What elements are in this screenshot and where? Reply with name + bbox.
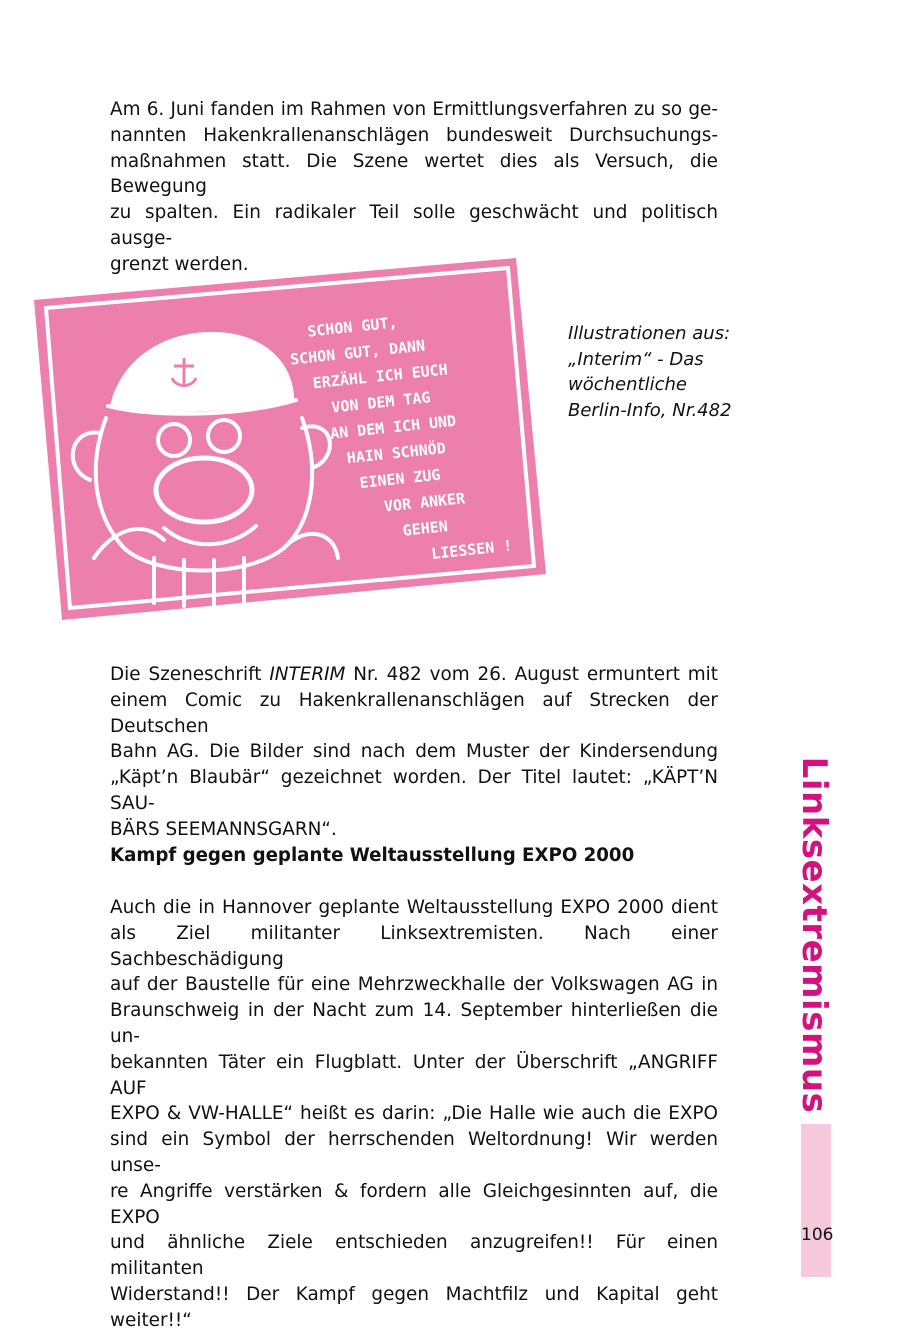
text-line: bekannten Täter ein Flugblatt. Unter der Überschrift „ANGRIFF AUF xyxy=(110,1051,718,1099)
text-line: maßnahmen statt. Die Szene wertet dies als Versuch, die Bewegung xyxy=(110,150,718,198)
text-line: Braunschweig in der Nacht zum 14. September hinterließen die un- xyxy=(110,1000,718,1047)
bubble-line: SCHON GUT, xyxy=(306,313,399,341)
bubble-line: LIESSEN ! xyxy=(430,536,514,563)
bear-nose xyxy=(156,458,252,522)
text-line: „Käpt’n Blaubär“ gezeichnet worden. Der Titel lautet: „KÄPT’N SAU- xyxy=(110,767,718,814)
text-fragment: Nr. 482 vom 26. August ermuntert mit xyxy=(345,664,718,685)
text-fragment: Die Szeneschrift xyxy=(110,664,270,685)
section-heading: Kampf gegen geplante Weltausstellung EXPO 2000 xyxy=(110,845,635,866)
text-line xyxy=(110,662,718,688)
chapter-title: Linksextremismus xyxy=(794,756,834,1114)
text-line: re Angriffe verstärken & fordern alle Gleichgesinnten auf, die EXPO xyxy=(110,1180,718,1228)
text-line: und ähnliche Ziele entschieden anzugreifen!! Für einen militanten xyxy=(110,1232,718,1280)
text-line: Am 6. Juni fanden im Rahmen von Ermittlungsverfahren zu so ge- xyxy=(110,99,718,120)
text-line: BÄRS SEEMANNSGARN“. xyxy=(110,818,337,840)
comic-illustration xyxy=(34,258,546,620)
publication-name: INTERIM xyxy=(269,664,346,685)
text-line: Auch die in Hannover geplante Weltausstellung EXPO 2000 dient xyxy=(110,897,718,918)
text-line: sind ein Symbol der herrschenden Weltordnung! Wir werden unse- xyxy=(110,1129,718,1176)
text-line: grenzt werden. xyxy=(110,253,249,275)
text-line: Bahn AG. Die Bilder sind nach dem Muster der Kindersendung xyxy=(110,741,718,763)
bubble-line: ERZÄHL ICH EUCH xyxy=(311,360,449,393)
text-line: einem Comic zu Hakenkrallenanschlägen auf Strecken der Deutschen xyxy=(110,689,718,737)
text-line: als Ziel militanter Linksextremisten. Nach einer Sachbeschädigung xyxy=(110,922,718,970)
caption-line: wöchentliche xyxy=(568,374,687,395)
chapter-side-bar xyxy=(801,1124,834,1277)
bubble-line: VON DEM TAG xyxy=(330,388,432,417)
chapter-side-label xyxy=(792,756,836,1114)
caption-line: Berlin-Info, Nr.482 xyxy=(568,399,732,421)
caption-line: Illustrationen aus: xyxy=(568,323,731,344)
bubble-line: AN DEM ICH UND xyxy=(329,411,457,443)
bubble-line: VOR ANKER xyxy=(383,489,466,516)
bubble-line: SCHON GUT, DANN xyxy=(289,336,426,369)
paragraph-raids xyxy=(110,97,718,278)
illustration-caption xyxy=(568,321,748,423)
text-line: auf der Baustelle für eine Mehrzweckhalle der Volkswagen AG in xyxy=(110,974,718,996)
bubble-line: EINEN ZUG xyxy=(358,465,442,493)
paragraph-expo xyxy=(110,895,718,1334)
bubble-line: HAIN SCHNÖD xyxy=(345,438,447,468)
text-line: EXPO & VW-HALLE“ heißt es darin: „Die Halle wie auch die EXPO xyxy=(110,1103,718,1125)
comic-background xyxy=(34,258,546,620)
bubble-line: GEHEN xyxy=(401,517,449,540)
paragraph-interim xyxy=(110,662,718,843)
page-number: 106 xyxy=(801,1225,834,1245)
text-line: nannten Hakenkrallenanschlägen bundesweit Durchsuchungs- xyxy=(110,124,718,146)
caption-line: „Interim“ - Das xyxy=(568,348,704,370)
text-line: Widerstand!! Der Kampf gegen Machtfilz und Kapital geht weiter!!“ xyxy=(110,1283,718,1331)
text-line: zu spalten. Ein radikaler Teil solle geschwächt und politisch ausge- xyxy=(110,202,718,249)
